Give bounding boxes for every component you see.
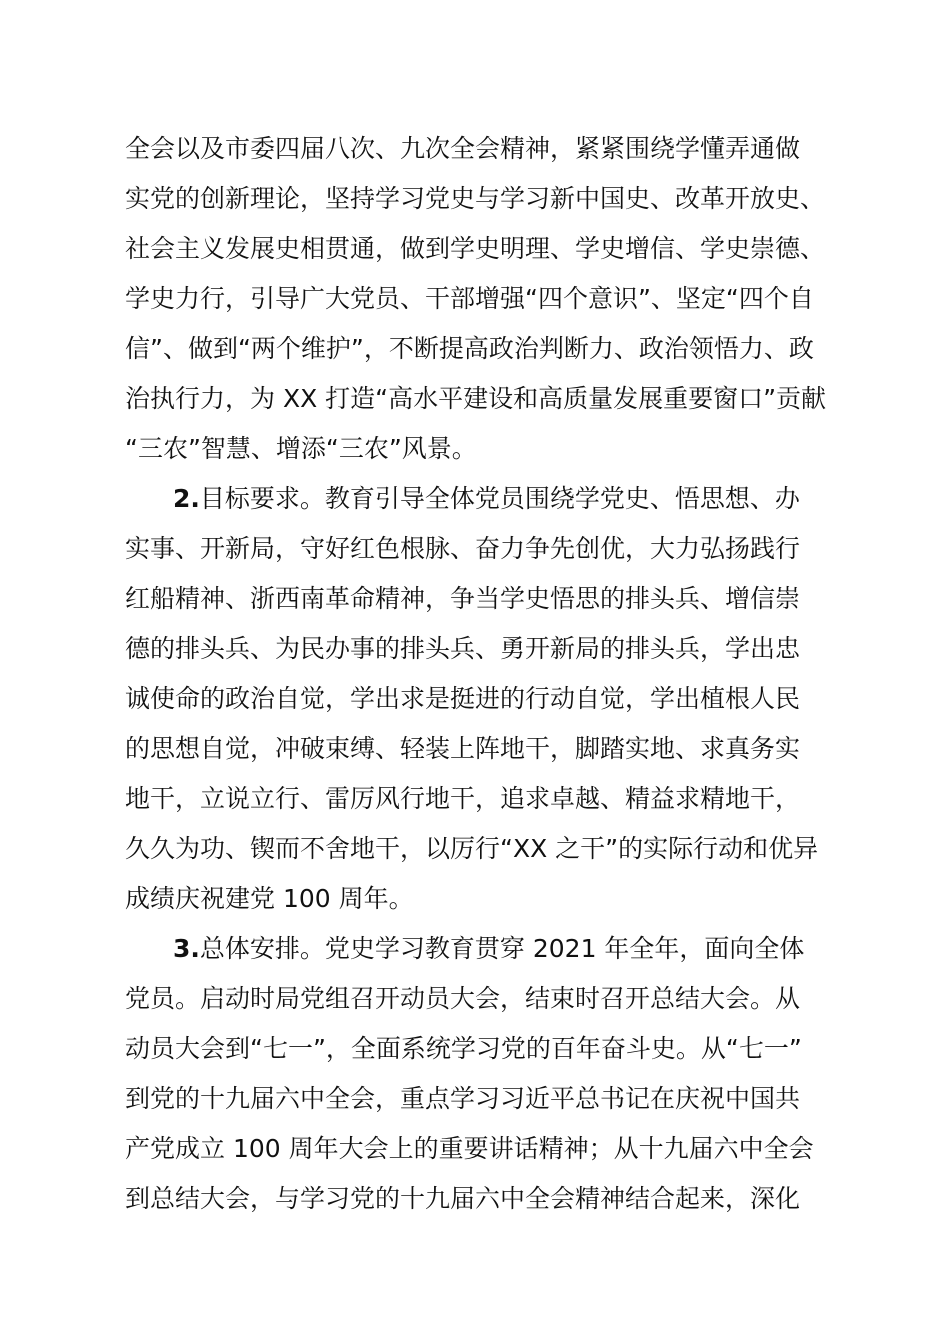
text-line: 的思想自觉，冲破束缚、轻装上阵地干，脚踏实地、求真务实 xyxy=(125,734,801,763)
text-line: 地干，立说立行、雷厉风行地干，追求卓越、精益求精地干， xyxy=(125,784,801,813)
section-number: 2. xyxy=(173,484,200,513)
text-line: 实党的创新理论，坚持学习党史与学习新中国史、改革开放史、 xyxy=(125,184,826,213)
text-line: 诚使命的政治自觉，学出求是挺进的行动自觉，学出植根人民 xyxy=(125,684,801,713)
text-line: 德的排头兵、为民办事的排头兵、勇开新局的排头兵，学出忠 xyxy=(125,634,801,663)
document-body xyxy=(125,124,855,1224)
text-line: 全会以及市委四届八次、九次全会精神，紧紧围绕学懂弄通做 xyxy=(125,134,801,163)
text-line: 党员。启动时局党组召开动员大会，结束时召开总结大会。从 xyxy=(125,984,801,1013)
paragraph-2-goals xyxy=(125,474,855,924)
text-line: 红船精神、浙西南革命精神，争当学史悟思的排头兵、增信崇 xyxy=(125,584,801,613)
text-line: 学史力行，引导广大党员、干部增强“四个意识”、坚定“四个自 xyxy=(125,284,814,313)
text-line: 动员大会到“七一”，全面系统学习党的百年奋斗史。从“七一” xyxy=(125,1034,802,1063)
section-first-line: 总体安排。党史学习教育贯穿 2021 年全年，面向全体 xyxy=(199,934,805,963)
text-line: 产党成立 100 周年大会上的重要讲话精神；从十九届六中全会 xyxy=(125,1134,814,1163)
text-line: “三农”智慧、增添“三农”风景。 xyxy=(125,434,477,463)
text-line: 成绩庆祝建党 100 周年。 xyxy=(125,884,414,913)
text-line xyxy=(125,474,855,524)
text-line: 到党的十九届六中全会，重点学习习近平总书记在庆祝中国共 xyxy=(125,1084,801,1113)
paragraph-3-arrangement xyxy=(125,924,855,1224)
section-first-line: 目标要求。教育引导全体党员围绕学党史、悟思想、办 xyxy=(199,484,800,513)
text-line: 到总结大会，与学习党的十九届六中全会精神结合起来，深化 xyxy=(125,1184,801,1213)
text-line: 久久为功、锲而不舍地干，以厉行“XX 之干”的实际行动和优异 xyxy=(125,834,819,863)
text-line: 治执行力，为 XX 打造“高水平建设和高质量发展重要窗口”贡献 xyxy=(125,384,827,413)
section-number: 3. xyxy=(173,934,200,963)
text-line xyxy=(125,924,855,974)
text-line: 信”、做到“两个维护”，不断提高政治判断力、政治领悟力、政 xyxy=(125,334,814,363)
paragraph-1 xyxy=(125,124,855,474)
text-line: 社会主义发展史相贯通，做到学史明理、学史增信、学史崇德、 xyxy=(125,234,826,263)
text-line: 实事、开新局，守好红色根脉、奋力争先创优，大力弘扬践行 xyxy=(125,534,801,563)
